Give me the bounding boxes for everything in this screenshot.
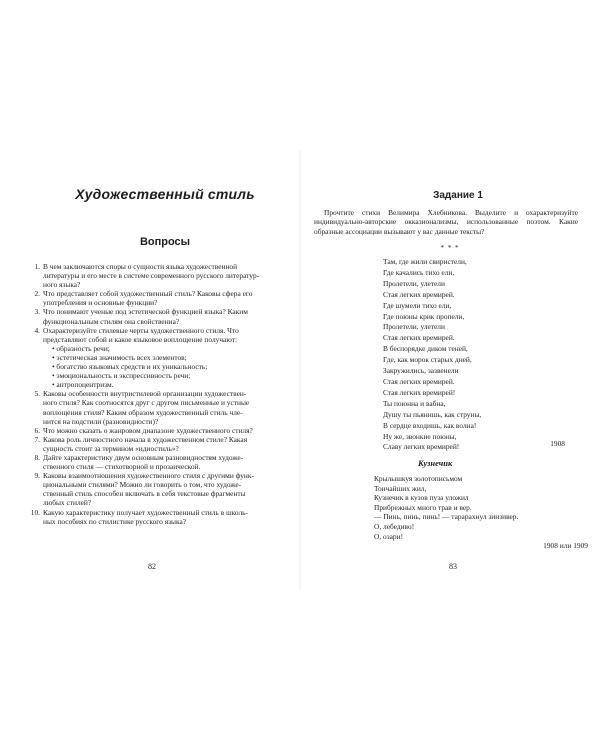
question-text-line: ного стиля? Как соотносятся друг с другом письменные и устные: [43, 398, 250, 408]
poem-line: Стая легких времирей.: [383, 289, 455, 299]
poem-year-grasshopper: 1908 или 1909: [543, 541, 588, 550]
poem-time-birds: [383, 257, 583, 453]
questions-heading: Вопросы: [139, 236, 191, 248]
page-number-left: 82: [148, 562, 156, 571]
question-text-line: В чем заключаются споры о сущности языка художественной: [43, 262, 238, 271]
question-number: 6.: [34, 425, 40, 435]
question-text-line: Какова роль личностного начала в художественном стиле? Какая: [43, 434, 248, 444]
section-separator: * * *: [440, 244, 460, 252]
question-subitem: • богатство языковых средств и их уникальность;: [52, 362, 208, 372]
question-text-line: любых стилей?: [43, 498, 92, 508]
question-number: 2.: [34, 289, 40, 299]
question-number: 8.: [34, 452, 40, 462]
question-subitem: • антропоцентризм.: [52, 380, 114, 390]
poem-line: Где шумели тихо ели,: [383, 300, 452, 310]
right-page: [300, 0, 600, 750]
question-item: [26, 307, 284, 325]
poem-line: Славу легких времирей!: [383, 442, 460, 452]
poem-grasshopper: [374, 474, 584, 541]
poem-line: Где, как морок старых дней,: [383, 355, 472, 365]
question-text-line: Что представляет собой художественный стиль? Каковы сфера его: [43, 289, 253, 299]
question-text-line: нится на подстили (разновидности)?: [43, 416, 159, 426]
poem-line: О, лебедиво!: [374, 521, 415, 531]
poem-line: — Пинь, пинь, пинь! — тарарахнул зинзивер.: [374, 512, 519, 522]
question-text-line: литературы и его месте в системе современного русского литератур-: [43, 271, 260, 281]
poem-line: Пролетели, улетели: [383, 322, 445, 332]
question-item: [26, 508, 284, 526]
task-instructions: Прочтите стихи Велимира Хлебникова. Выделите и охарактеризуйте индивидуально-авторские окказионализмы, использованные поэтом. Какие образные ассоциации вызывают у вас данные тексты?: [314, 208, 578, 236]
poem-line: Где поюны крик пропели,: [383, 311, 465, 321]
question-item: [26, 471, 284, 507]
question-number: 5.: [34, 389, 40, 399]
poem-line: Ну же, звонкие поюны,: [383, 431, 457, 441]
page-number-right: 83: [449, 562, 457, 571]
poem-line: Стая легких времирей!: [383, 387, 456, 397]
poem-line: В сердце входишь, как волна!: [383, 420, 477, 430]
question-text-line: ных пособиях по стилистике русского языка?: [43, 516, 187, 526]
question-item: [26, 289, 284, 307]
question-item: [26, 389, 284, 425]
question-item: [26, 435, 284, 453]
question-number: 10.: [30, 507, 40, 517]
poem-line: Пролетели, улетели: [383, 278, 445, 288]
poem-line: Ты поюнна и вабна,: [383, 398, 446, 408]
question-text-line: ственного стиля — стихотворной и прозаической.: [43, 462, 201, 472]
question-item: [26, 453, 284, 471]
question-item: [26, 326, 284, 390]
question-number: 1.: [34, 262, 40, 271]
poem-line: Закружились, зазвенели: [383, 366, 459, 376]
question-subitem: • образность речи;: [52, 343, 110, 353]
poem-line: Стая легких времирей.: [383, 376, 455, 386]
question-text-line: функциональным стилям она свойственна?: [43, 316, 180, 326]
question-text-line: Каковы взаимоотношения художественного стиля с другими функ-: [43, 471, 254, 481]
poem-line: Крылышкуя золотописьмом: [374, 474, 463, 483]
question-item: [26, 426, 284, 435]
poem-line: Прибрежных много трав и вер.: [374, 502, 472, 512]
question-text-line: сущность стоит за термином «идиостиль»?: [43, 443, 179, 453]
poem-line: Тончайших жил,: [374, 483, 427, 493]
question-number: 7.: [34, 434, 40, 444]
question-text-line: Какую характеристику получает художественный стиль в школь-: [43, 507, 248, 517]
question-text-line: представляют собой и какое языковое воплощение получают:: [43, 334, 238, 344]
question-item: [26, 262, 284, 289]
question-text-line: циональными стилями? Можно ли говорить о том, что художе-: [43, 480, 242, 490]
question-text-line: Что можно сказать о жанровом диапазоне художественного стиля?: [43, 425, 253, 435]
question-text-line: Охарактеризуйте стилевые черты художественного стиля. Что: [43, 325, 239, 335]
question-number: 3.: [34, 307, 40, 317]
question-text-line: ного языка?: [43, 280, 81, 290]
poem-line: Где качались тихо ели,: [383, 267, 455, 277]
poem-line: О, озари!: [374, 531, 404, 541]
chapter-title: Художественный стиль: [75, 186, 255, 202]
questions-list: [26, 262, 284, 526]
question-number: 4.: [34, 325, 40, 335]
question-subitem: • эстетическая значимость всех элементов;: [52, 352, 187, 362]
question-text-line: Дайте характеристику двум основным разновидностям художе-: [43, 452, 244, 462]
poem-line: Стая легких времирей.: [383, 333, 455, 343]
poem-line: Кузнечик в кузов пуза уложил: [374, 493, 469, 503]
poem-line: Душу ты пьянишь, как струны,: [383, 409, 482, 419]
question-text-line: ственный стиль способен включать в себя текстовые фрагменты: [43, 489, 246, 499]
poem-line: В беспорядке диком теней,: [383, 344, 468, 354]
task-title: Задание 1: [433, 190, 483, 201]
question-number: 9.: [34, 471, 40, 481]
question-text-line: употребления и основные функции?: [43, 298, 158, 308]
question-text-line: Каковы особенности внутристилевой организации художествен-: [43, 389, 247, 399]
poem-year: 1908: [550, 439, 565, 448]
question-text-line: Что понимают ученые под эстетической функцией языка? Каким: [43, 307, 248, 317]
question-text-line: воплощения стиля? Каким образом художественный стиль чле-: [43, 407, 243, 417]
poem-title-grasshopper: Кузнечик: [418, 458, 453, 468]
question-subitem: • эмоциональность и экспрессивность речи;: [52, 371, 191, 381]
poem-line: Там, где жили свиристели,: [383, 257, 467, 266]
